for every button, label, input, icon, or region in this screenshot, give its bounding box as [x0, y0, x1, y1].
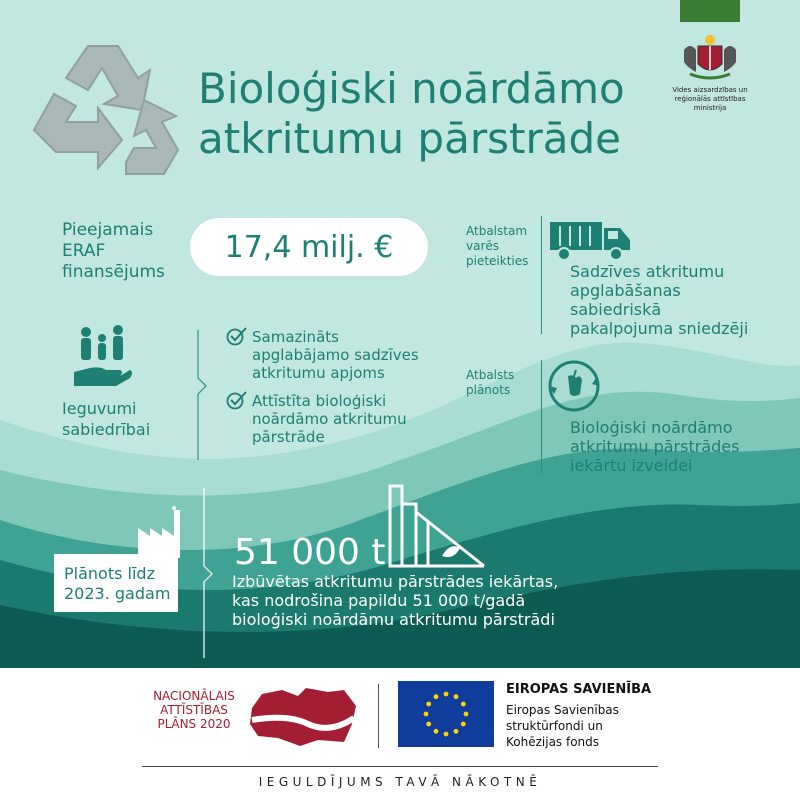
target-description-line-1: Izbūvētas atkritumu pārstrādes iekārtas,: [232, 572, 559, 591]
support-apply-text-line-4: pakalpojuma sniedzēji: [570, 319, 749, 338]
footer-divider: [378, 684, 379, 748]
benefit-item-2-line-1: Attīstīta bioloģiski: [252, 392, 387, 410]
nap-line-1: NACIONĀLAIS: [153, 689, 235, 703]
support-apply-text-line-1: Sadzīves atkritumu: [570, 262, 725, 281]
title-line-2: atkritumu pārstrāde: [198, 114, 621, 163]
support-planned-label-line-2: plānots: [466, 383, 511, 397]
check-icon: [226, 390, 248, 410]
funding-amount-pill: [190, 218, 428, 276]
building-icon: [380, 482, 490, 570]
nap-line-3: PLĀNS 2020: [157, 717, 231, 731]
factory-icon: [134, 506, 182, 558]
eu-subtitle-line-1: Eiropas Savienības: [506, 703, 619, 717]
green-flag-bar: [680, 0, 740, 22]
benefit-item-1-line-3: atkritumu apjoms: [252, 364, 385, 382]
eu-subtitle-line-3: Kohēzijas fonds: [506, 735, 600, 749]
eu-flag-icon: [398, 681, 494, 747]
funding-label-line-2: ERAF: [62, 241, 106, 261]
check-icon: [226, 326, 248, 346]
funding-label-line-1: Pieejamais: [62, 220, 154, 240]
chevron-right-icon: [196, 330, 210, 460]
nap-logo-text: [146, 689, 242, 731]
support-apply-text-line-3: sabiedriskā: [570, 300, 662, 319]
benefit-item-2: [252, 392, 407, 446]
benefit-item-1: [252, 328, 419, 382]
coat-of-arms-icon: [680, 32, 740, 80]
support-apply-text: [570, 262, 748, 338]
divider-line: [541, 360, 542, 474]
planned-date-box: [54, 554, 178, 612]
support-planned-text-line-1: Bioloģiski noārdāmo: [570, 418, 733, 437]
funding-amount: 17,4 milj. €: [224, 229, 394, 265]
ministry-logo: [650, 32, 770, 113]
benefit-item-1-line-1: Samazināts: [252, 328, 339, 346]
benefit-item-2-line-3: pārstrāde: [252, 428, 325, 446]
recycle-icon: [26, 38, 182, 182]
support-planned-text-line-3: iekārtu izveidei: [570, 456, 693, 475]
support-apply-label: [466, 224, 528, 269]
target-description: [232, 572, 558, 629]
target-amount: 51 000 t: [234, 532, 386, 573]
benefits-label-line-2: sabiedrībai: [62, 420, 151, 439]
target-description-line-2: kas nodrošina papildu 51 000 t/gadā: [232, 591, 526, 610]
chevron-right-icon: [202, 488, 216, 658]
divider-line: [541, 216, 542, 334]
ministry-line-3: ministrija: [693, 104, 727, 112]
ministry-line-2: reģionālās attīstības: [674, 95, 746, 103]
page-title: [198, 64, 625, 164]
footer-slogan: IEGULDĪJUMS TAVĀ NĀKOTNĒ: [258, 775, 542, 789]
ministry-name: [650, 86, 770, 113]
planned-date-line-1: Plānots līdz: [64, 564, 155, 583]
support-apply-label-line-3: pieteikties: [466, 254, 529, 268]
support-apply-text-line-2: apglabāšanas: [570, 281, 681, 300]
apple-recycle-icon: [546, 358, 602, 414]
eu-stars-icon: [398, 681, 494, 747]
support-planned-label-line-1: Atbalsts: [466, 368, 515, 382]
title-line-1: Bioloģiski noārdāmo: [198, 64, 625, 113]
benefit-item-1-line-2: apglabājamo sadzīves: [252, 346, 419, 364]
garbage-truck-icon: [548, 214, 632, 262]
funding-label-line-3: finansējums: [62, 262, 165, 282]
footer-rule: [142, 766, 658, 767]
nap-line-2: ATTĪSTĪBAS: [160, 703, 228, 717]
support-planned-label: [466, 368, 514, 398]
benefits-label-line-1: Ieguvumi: [62, 399, 137, 418]
support-apply-label-line-1: Atbalstam: [466, 224, 528, 238]
funding-label: [62, 220, 165, 283]
support-planned-text-line-2: atkritumu pārstrādes: [570, 437, 740, 456]
people-hand-icon: [72, 322, 134, 388]
benefit-item-2-line-2: noārdāmo atkritumu: [252, 410, 407, 428]
support-apply-label-line-2: varēs: [466, 239, 500, 253]
support-planned-text: [570, 418, 739, 475]
planned-date-line-2: 2023. gadam: [64, 584, 171, 603]
ministry-line-1: Vides aizsardzības un: [672, 86, 748, 94]
target-description-line-3: bioloģiski noārdāmu atkritumu pārstrādi: [232, 610, 555, 629]
eu-subtitle-line-2: struktūrfondi un: [506, 719, 603, 733]
eu-title: EIROPAS SAVIENĪBA: [506, 682, 652, 697]
latvia-map-icon: [248, 684, 360, 748]
eu-subtitle: [506, 702, 619, 750]
benefits-label: [62, 398, 150, 440]
